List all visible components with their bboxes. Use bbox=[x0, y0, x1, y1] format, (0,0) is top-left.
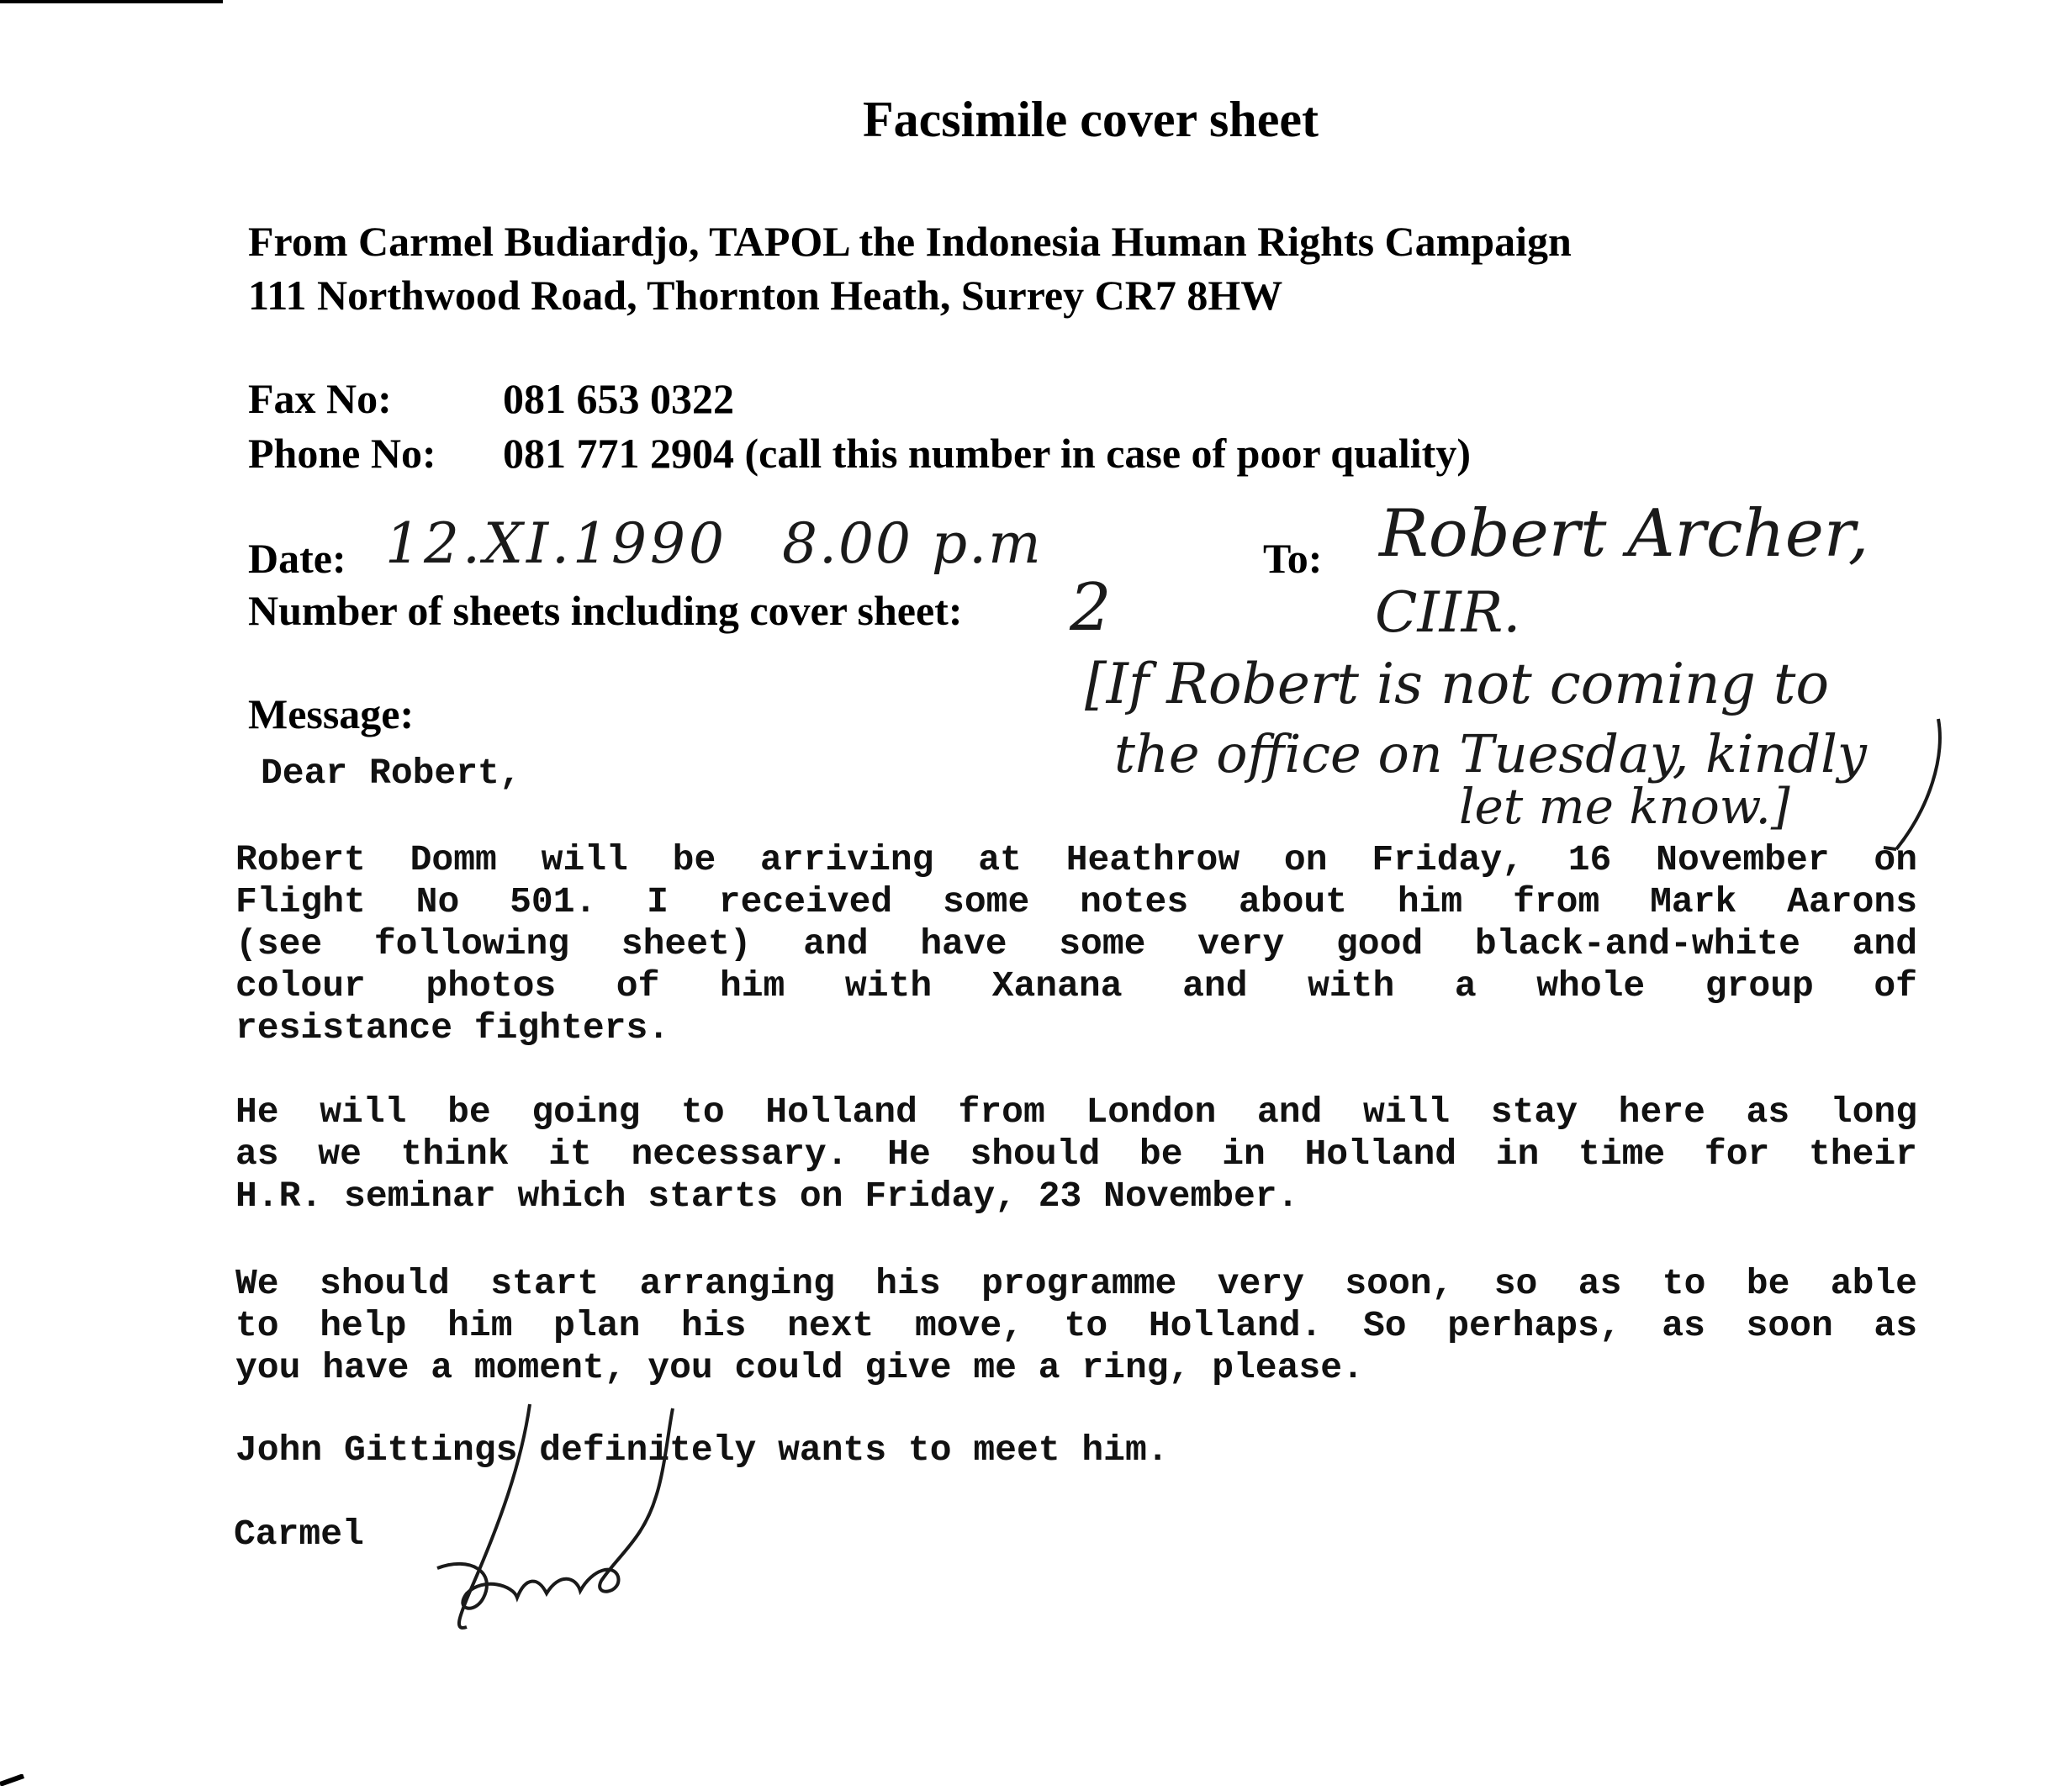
message-label: Message: bbox=[248, 690, 415, 737]
page-title: Facsimile cover sheet bbox=[862, 92, 1319, 147]
phone-number: 081 771 2904 (call this number in case of poor quality) bbox=[503, 430, 1471, 477]
message-line: resistance fighters. bbox=[235, 1007, 670, 1049]
message-line: He will be going to Holland from London and will stay here as long bbox=[235, 1091, 1917, 1133]
message-paragraph-2 bbox=[235, 1091, 1917, 1218]
message-line: Flight No 501. I received some notes about him from Mark Aarons bbox=[235, 881, 1917, 922]
sheets-count-label: Number of sheets including cover sheet: bbox=[248, 587, 963, 634]
handwritten-note-line-3: let me know.] bbox=[1459, 778, 1790, 835]
phone-label: Phone No: bbox=[248, 430, 436, 477]
handwritten-bracket-mark bbox=[1879, 715, 1955, 858]
message-line: as we think it necessary. He should be in Holland in time for their bbox=[235, 1133, 1917, 1175]
message-line: Robert Domm will be arriving at Heathrow on Friday, 16 November on bbox=[235, 839, 1917, 880]
handwritten-note-line-2: the office on Tuesday, kindly bbox=[1114, 723, 1867, 785]
message-line: you have a moment, you could give me a ring, please. bbox=[235, 1347, 1364, 1388]
handwritten-recipient-org: CIIR. bbox=[1375, 580, 1521, 645]
fax-number: 081 653 0322 bbox=[503, 375, 734, 422]
date-label: Date: bbox=[248, 535, 346, 582]
message-line: to help him plan his next move, to Holland. So perhaps, as soon as bbox=[235, 1305, 1917, 1346]
handwritten-recipient-name: Robert Archer, bbox=[1379, 496, 1869, 572]
handwritten-note-line-1: [If Robert is not coming to bbox=[1085, 652, 1830, 716]
message-signoff: Carmel bbox=[234, 1514, 364, 1555]
handwritten-date: 12.XI.1990 bbox=[385, 511, 727, 576]
top-edge-rule bbox=[0, 0, 223, 3]
handwritten-signature bbox=[420, 1396, 723, 1631]
message-salutation: Dear Robert, bbox=[261, 753, 521, 794]
message-line: John Gittings definitely wants to meet him. bbox=[235, 1429, 1169, 1471]
message-line: H.R. seminar which starts on Friday, 23 November. bbox=[235, 1176, 1299, 1217]
to-label: To: bbox=[1263, 535, 1323, 582]
message-paragraph-3 bbox=[235, 1263, 1917, 1389]
message-line: We should start arranging his programme very soon, so as to be able bbox=[235, 1263, 1917, 1304]
fax-label: Fax No: bbox=[248, 375, 392, 422]
scan-corner-mark bbox=[0, 1774, 25, 1786]
handwritten-time: 8.00 p.m bbox=[782, 511, 1043, 576]
sender-address-line: 111 Northwood Road, Thornton Heath, Surrey CR7 8HW bbox=[248, 272, 1283, 319]
message-line: (see following sheet) and have some very good black-and-white and bbox=[235, 923, 1917, 964]
sender-from-line: From Carmel Budiardjo, TAPOL the Indonesia Human Rights Campaign bbox=[248, 218, 1572, 265]
message-paragraph-1 bbox=[235, 839, 1917, 1049]
message-line: colour photos of him with Xanana and with a whole group of bbox=[235, 965, 1917, 1006]
handwritten-sheets-count: 2 bbox=[1070, 570, 1112, 646]
